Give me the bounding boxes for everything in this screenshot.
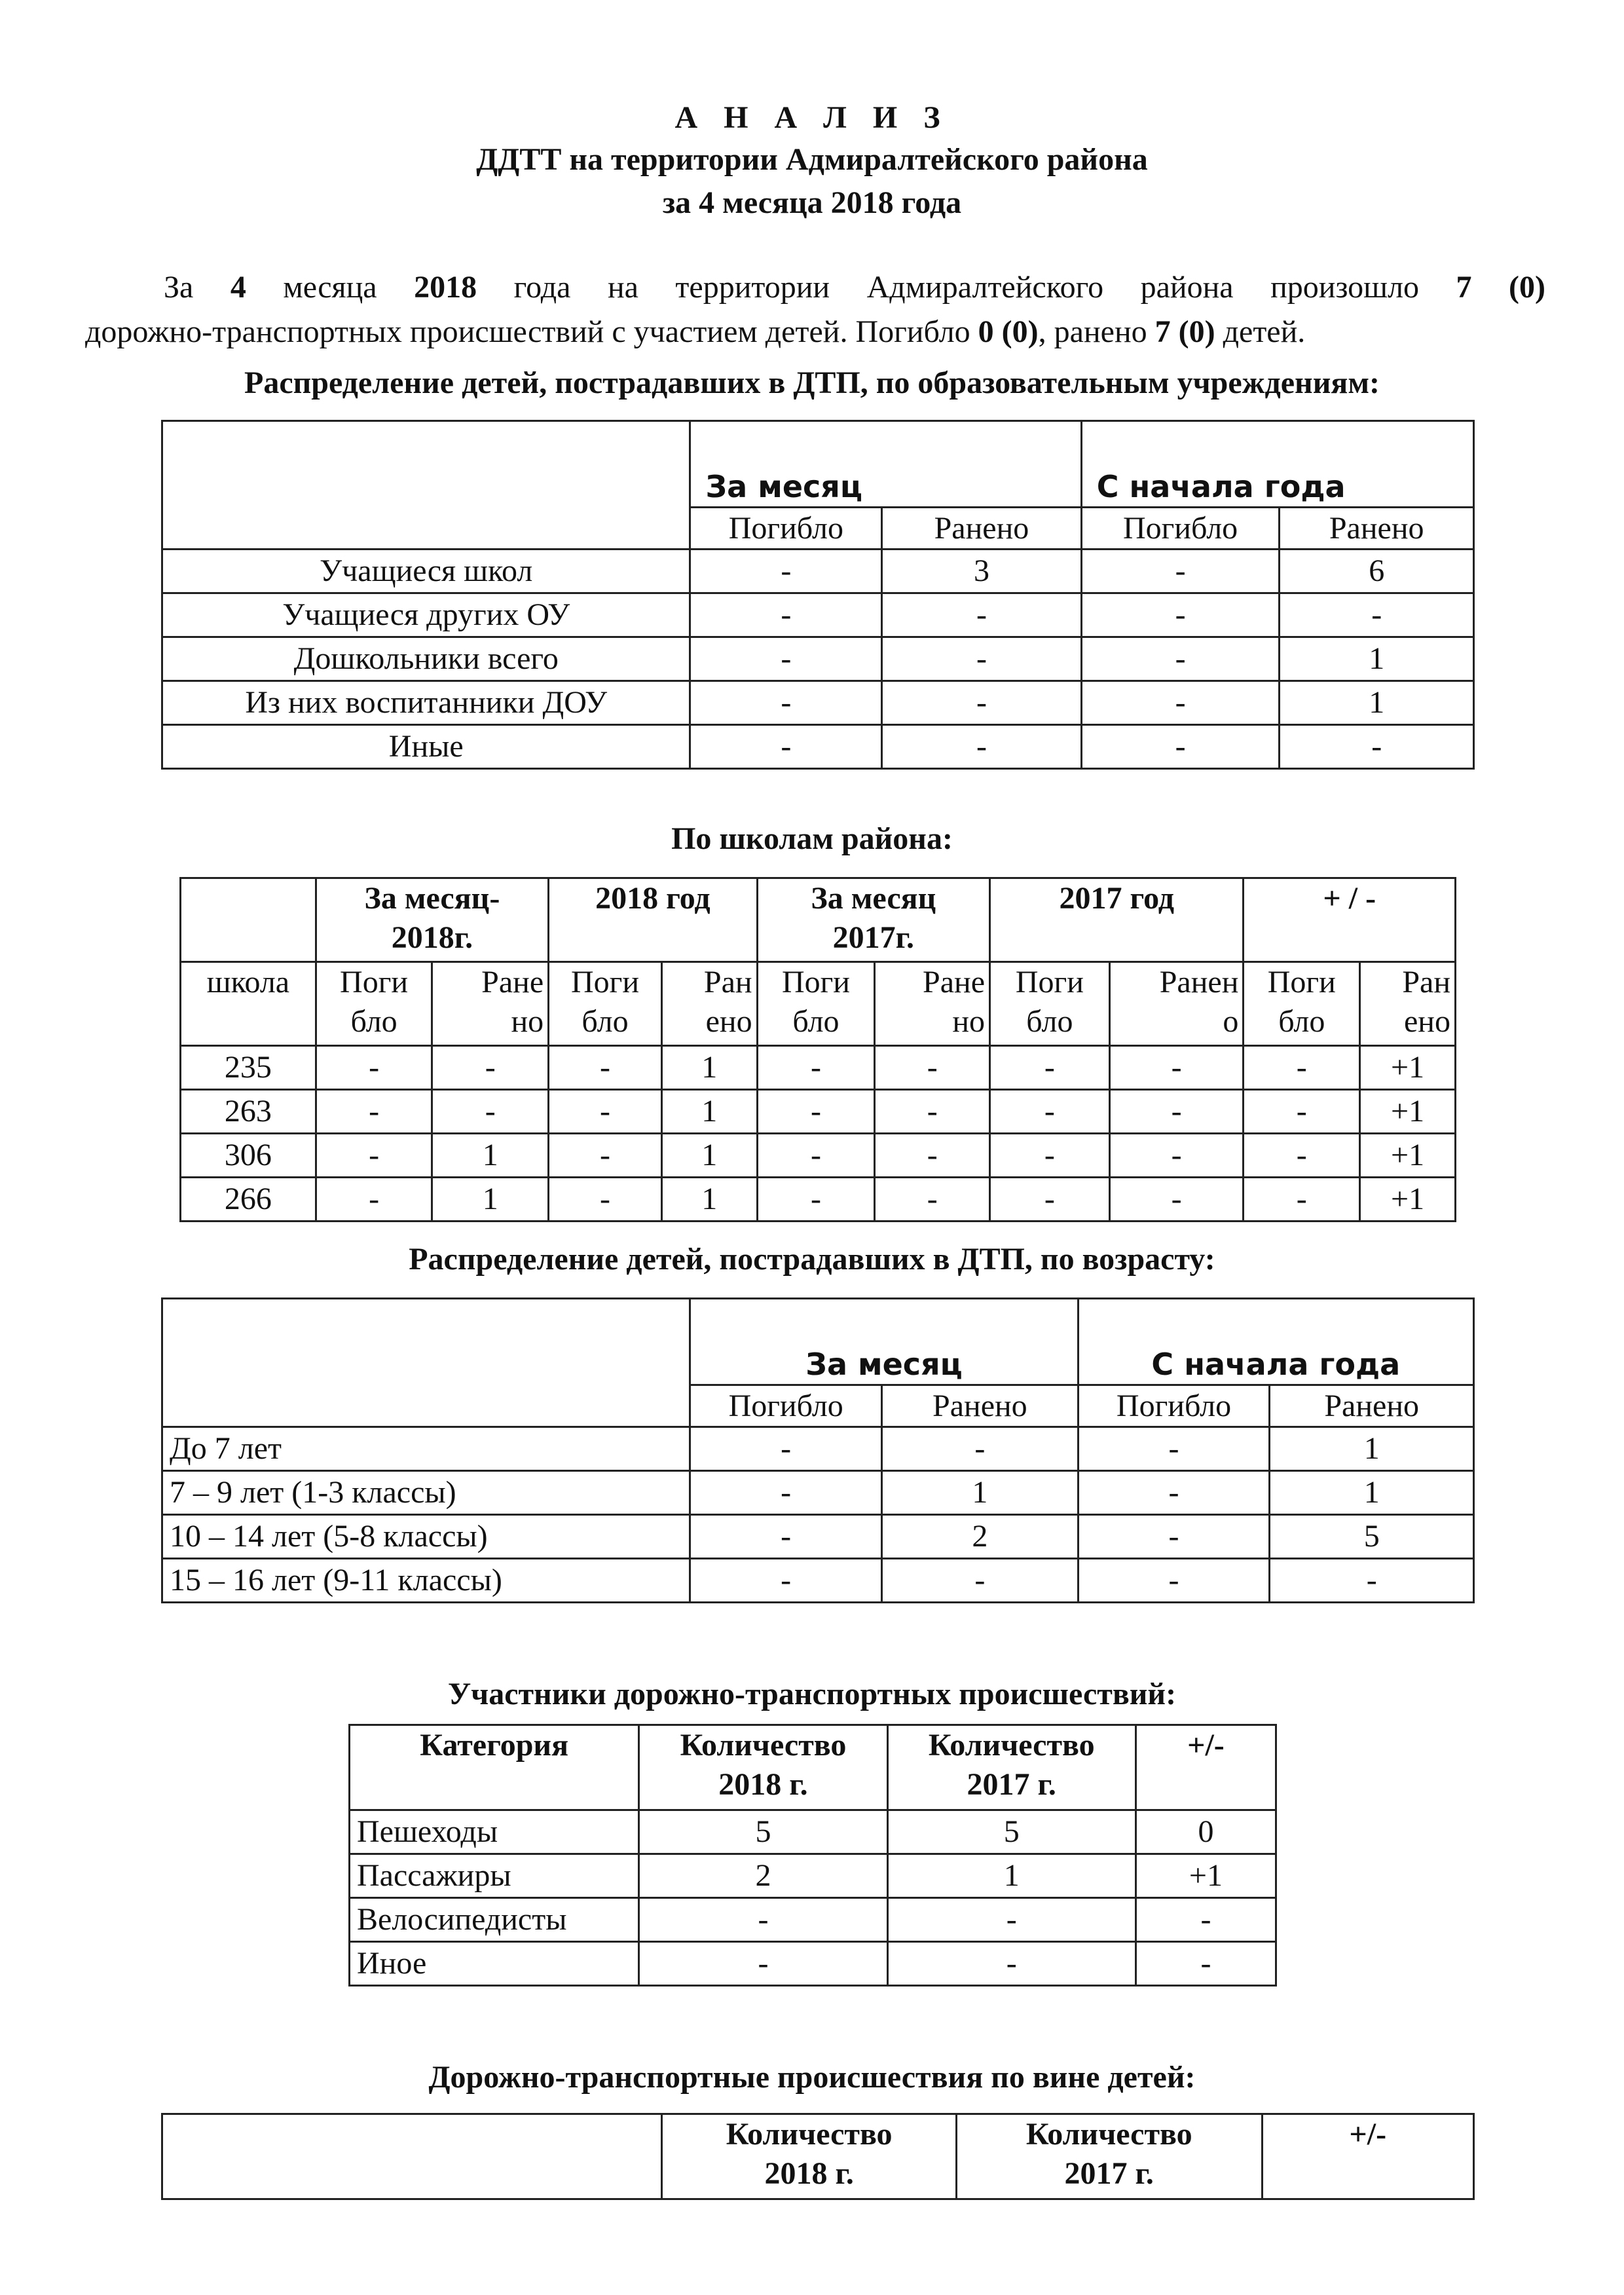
school-number: 235 xyxy=(181,1046,316,1090)
table-cell: 1 xyxy=(882,1471,1079,1515)
column-header: Поги бло xyxy=(1244,962,1360,1046)
column-header: Поги бло xyxy=(990,962,1110,1046)
table-cell: 1 xyxy=(661,1134,757,1178)
table-cell: - xyxy=(1280,593,1474,637)
column-header: Погибло xyxy=(690,1385,882,1427)
table-cell: - xyxy=(875,1134,990,1178)
table-cell: 1 xyxy=(1280,637,1474,681)
column-header: Ранено xyxy=(882,1385,1079,1427)
table-cell: 6 xyxy=(1280,550,1474,593)
table-row xyxy=(162,1299,1474,1385)
table-cell: - xyxy=(757,1134,875,1178)
table-row xyxy=(350,1898,1276,1942)
table-row xyxy=(162,637,1474,681)
table-cell: - xyxy=(875,1178,990,1222)
table-cell: +1 xyxy=(1360,1134,1456,1178)
table-cell: +1 xyxy=(1360,1046,1456,1090)
document-period: за 4 месяца 2018 года xyxy=(662,185,962,220)
table-by-school xyxy=(179,877,1456,1222)
table-cell: - xyxy=(875,1090,990,1134)
table-cell: - xyxy=(690,725,882,769)
row-label: 15 – 16 лет (9-11 классы) xyxy=(162,1559,690,1603)
table-cell: 1 xyxy=(661,1046,757,1090)
column-header: Ране но xyxy=(875,962,990,1046)
table-cell: 1 xyxy=(661,1178,757,1222)
group-header-month: За месяц xyxy=(690,1299,1078,1385)
table-cell: - xyxy=(1078,1515,1270,1559)
table3-heading: Распределение детей, пострадавших в ДТП, по возрасту: xyxy=(409,1242,1215,1277)
row-label: Учащиеся других ОУ xyxy=(162,593,690,637)
table-cell: +1 xyxy=(1135,1854,1276,1898)
row-label: Пешеходы xyxy=(350,1810,639,1854)
column-header: +/- xyxy=(1135,1725,1276,1810)
table-cell: +1 xyxy=(1360,1090,1456,1134)
row-label: Дошкольники всего xyxy=(162,637,690,681)
column-header: Поги бло xyxy=(757,962,875,1046)
document-title: А Н А Л И З xyxy=(674,100,950,135)
table-cell: - xyxy=(990,1090,1110,1134)
table-cell: - xyxy=(1109,1178,1244,1222)
table-participants xyxy=(348,1724,1277,1987)
table-cell: - xyxy=(690,1515,882,1559)
table-cell: - xyxy=(1081,681,1280,725)
group-header: 2017 год xyxy=(990,878,1244,962)
table-cell: - xyxy=(1109,1134,1244,1178)
table-cell: - xyxy=(882,1427,1079,1471)
table-cell: - xyxy=(990,1046,1110,1090)
table-cell: 1 xyxy=(1280,681,1474,725)
table-row xyxy=(162,1427,1474,1471)
table-cell: - xyxy=(639,1942,887,1986)
column-header: Количество 2017 г. xyxy=(887,1725,1135,1810)
table-cell: - xyxy=(757,1090,875,1134)
table-cell: - xyxy=(690,1427,882,1471)
table-cell: - xyxy=(690,681,882,725)
table-row xyxy=(162,421,1474,508)
table-cell: 1 xyxy=(1270,1427,1474,1471)
table-cell: - xyxy=(316,1178,432,1222)
table-cell: - xyxy=(882,725,1082,769)
table-cell: - xyxy=(690,593,882,637)
table-corner-cell xyxy=(162,421,690,550)
table-cell: - xyxy=(990,1178,1110,1222)
table-cell: - xyxy=(1244,1046,1360,1090)
row-label: Учащиеся школ xyxy=(162,550,690,593)
table-cell: 1 xyxy=(661,1090,757,1134)
column-header: Погибло xyxy=(1078,1385,1270,1427)
table-cell: - xyxy=(1135,1898,1276,1942)
table-cell: - xyxy=(990,1134,1110,1178)
table-cell: - xyxy=(757,1046,875,1090)
column-header: Количество 2018 г. xyxy=(639,1725,887,1810)
row-label: Пассажиры xyxy=(350,1854,639,1898)
table-row xyxy=(181,1090,1456,1134)
table2-heading: По школам района: xyxy=(671,821,953,856)
column-header: +/- xyxy=(1262,2114,1473,2199)
table-row xyxy=(162,2114,1474,2199)
group-header: За месяц- 2018г. xyxy=(316,878,548,962)
group-header: За месяц 2017г. xyxy=(757,878,989,962)
column-header: Ранено xyxy=(1270,1385,1474,1427)
column-header xyxy=(162,2114,662,2199)
table-cell: 2 xyxy=(639,1854,887,1898)
column-header: Количество 2017 г. xyxy=(956,2114,1262,2199)
school-number: 306 xyxy=(181,1134,316,1178)
table-row xyxy=(181,878,1456,962)
table-cell: - xyxy=(1081,725,1280,769)
document-subtitle: ДДТТ на территории Адмиралтейского района xyxy=(476,142,1148,177)
table-by-institution xyxy=(161,420,1475,770)
table-cell: 0 xyxy=(1135,1810,1276,1854)
school-number: 266 xyxy=(181,1178,316,1222)
table-cell: - xyxy=(1244,1090,1360,1134)
row-label: До 7 лет xyxy=(162,1427,690,1471)
intro-line-2: дорожно-транспортных происшествий с участием детей. Погибло 0 (0), ранено 7 (0) детей. xyxy=(85,314,1306,349)
table-child-fault xyxy=(161,2113,1475,2200)
table-cell: - xyxy=(549,1090,662,1134)
table-cell: 1 xyxy=(1270,1471,1474,1515)
table-cell: - xyxy=(432,1046,549,1090)
table-cell: 3 xyxy=(882,550,1082,593)
table-cell: - xyxy=(1078,1471,1270,1515)
table-row xyxy=(350,1725,1276,1810)
table-cell: - xyxy=(882,593,1082,637)
table-row xyxy=(350,1810,1276,1854)
table-cell: - xyxy=(316,1134,432,1178)
column-header: Ранено xyxy=(882,508,1082,550)
group-header-year: С начала года xyxy=(1081,421,1473,508)
table-cell: - xyxy=(690,550,882,593)
table-cell: 1 xyxy=(887,1854,1135,1898)
table-cell: - xyxy=(316,1046,432,1090)
table-cell: 5 xyxy=(639,1810,887,1854)
table-cell: - xyxy=(690,637,882,681)
table-cell: 5 xyxy=(1270,1515,1474,1559)
table-cell: - xyxy=(639,1898,887,1942)
table-cell: - xyxy=(757,1178,875,1222)
table-cell: - xyxy=(549,1046,662,1090)
table-corner-cell xyxy=(181,878,316,962)
table-row xyxy=(181,1046,1456,1090)
intro-paragraph xyxy=(85,265,1545,354)
table-cell: - xyxy=(1244,1178,1360,1222)
table-row xyxy=(162,1515,1474,1559)
group-header-month: За месяц xyxy=(690,421,1081,508)
table-cell: - xyxy=(1078,1427,1270,1471)
table-cell: - xyxy=(690,1559,882,1603)
table-cell: - xyxy=(690,1471,882,1515)
row-label: Велосипедисты xyxy=(350,1898,639,1942)
row-label: 10 – 14 лет (5-8 классы) xyxy=(162,1515,690,1559)
column-header: Ране но xyxy=(432,962,549,1046)
table-cell: +1 xyxy=(1360,1178,1456,1222)
table-cell: - xyxy=(1270,1559,1474,1603)
table-row xyxy=(162,1471,1474,1515)
table-row xyxy=(162,681,1474,725)
table-cell: - xyxy=(887,1898,1135,1942)
table-cell: - xyxy=(1135,1942,1276,1986)
table-by-age xyxy=(161,1297,1475,1603)
table-row xyxy=(162,725,1474,769)
table5-heading: Дорожно-транспортные происшествия по вине детей: xyxy=(428,2060,1196,2095)
table-row xyxy=(350,1942,1276,1986)
table-cell: - xyxy=(1109,1046,1244,1090)
school-column-header: школа xyxy=(181,962,316,1046)
table-cell: - xyxy=(887,1942,1135,1986)
group-header-year: С начала года xyxy=(1078,1299,1473,1385)
table-cell: - xyxy=(882,1559,1079,1603)
table-corner-cell xyxy=(162,1299,690,1427)
table-row xyxy=(181,1134,1456,1178)
intro-line-1: За 4 месяца 2018 года на территории Адмиралтейского района произошло 7 (0) xyxy=(164,270,1546,305)
table-cell: - xyxy=(1081,593,1280,637)
column-header: Погибло xyxy=(690,508,882,550)
table-cell: - xyxy=(432,1090,549,1134)
group-header: + / - xyxy=(1244,878,1456,962)
table-cell: 5 xyxy=(887,1810,1135,1854)
table-cell: 1 xyxy=(432,1178,549,1222)
row-label: 7 – 9 лет (1-3 классы) xyxy=(162,1471,690,1515)
column-header: Ран ено xyxy=(661,962,757,1046)
table-row xyxy=(350,1854,1276,1898)
group-header: 2018 год xyxy=(549,878,757,962)
table-cell: - xyxy=(1081,550,1280,593)
row-label: Иное xyxy=(350,1942,639,1986)
column-header: Ранено xyxy=(1280,508,1474,550)
column-header: Ран ено xyxy=(1360,962,1456,1046)
table-cell: - xyxy=(1078,1559,1270,1603)
column-header: Поги бло xyxy=(316,962,432,1046)
table-cell: - xyxy=(882,637,1082,681)
row-label: Иные xyxy=(162,725,690,769)
table-cell: - xyxy=(549,1134,662,1178)
table-cell: - xyxy=(316,1090,432,1134)
table-cell: - xyxy=(1244,1134,1360,1178)
row-label: Из них воспитанники ДОУ xyxy=(162,681,690,725)
column-header: Ранен о xyxy=(1109,962,1244,1046)
table-cell: - xyxy=(549,1178,662,1222)
column-header: Категория xyxy=(350,1725,639,1810)
table-row xyxy=(181,962,1456,1046)
table-cell: - xyxy=(875,1046,990,1090)
table-row xyxy=(162,1559,1474,1603)
table-cell: - xyxy=(1109,1090,1244,1134)
column-header: Погибло xyxy=(1081,508,1280,550)
table1-heading: Распределение детей, пострадавших в ДТП, по образовательным учреждениям: xyxy=(244,365,1380,400)
table-cell: - xyxy=(1280,725,1474,769)
table4-heading: Участники дорожно-транспортных происшествий: xyxy=(447,1677,1177,1711)
column-header: Количество 2018 г. xyxy=(662,2114,957,2199)
table-cell: - xyxy=(1081,637,1280,681)
column-header: Поги бло xyxy=(549,962,662,1046)
table-row xyxy=(162,593,1474,637)
table-row xyxy=(162,550,1474,593)
table-cell: 1 xyxy=(432,1134,549,1178)
table-cell: 2 xyxy=(882,1515,1079,1559)
table-row xyxy=(181,1178,1456,1222)
table-cell: - xyxy=(882,681,1082,725)
school-number: 263 xyxy=(181,1090,316,1134)
